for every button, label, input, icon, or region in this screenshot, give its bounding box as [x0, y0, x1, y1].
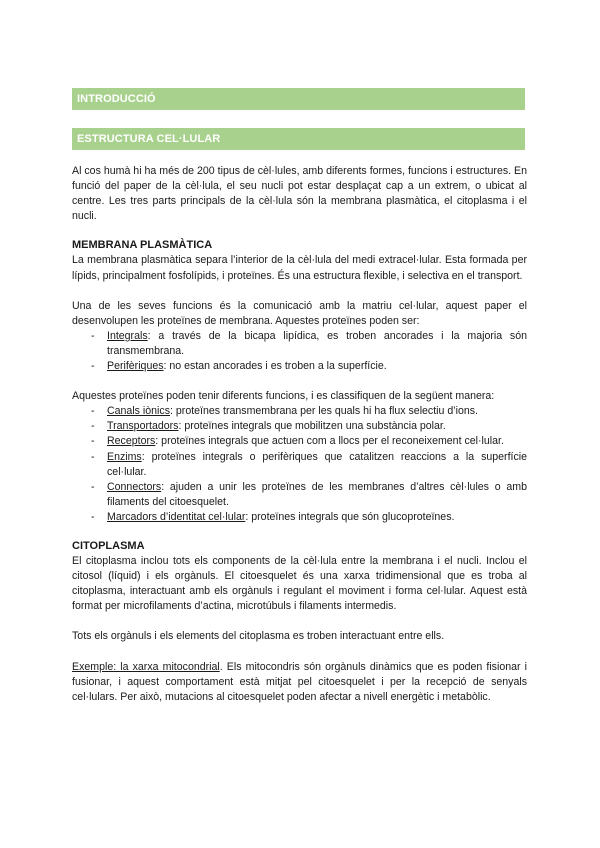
section-header-structure: ESTRUCTURA CEL·LULAR: [72, 128, 525, 150]
list-item: - Transportadors: proteïnes integrals que mobilitzen una substància polar.: [72, 419, 527, 434]
membrane-paragraph-3: Aquestes proteïnes poden tenir diferents funcions, i es classifiquen de la següent manera:: [72, 390, 495, 403]
protein-function-list: [72, 404, 527, 525]
section-header-intro: INTRODUCCIÓ: [72, 88, 525, 110]
cytoplasm-heading: CITOPLASMA: [72, 539, 145, 552]
membrane-heading: MEMBRANA PLASMÀTICA: [72, 239, 213, 252]
term: Perifèriques: [107, 360, 164, 373]
term: Canals iònics: [107, 405, 171, 418]
list-item: - Perifèriques: no estan ancorades i es troben a la superfície.: [72, 359, 527, 374]
term: Enzims: [107, 450, 142, 463]
cytoplasm-paragraph-2: Tots els orgànuls i els elements del citoplasma es troben interactuant entre ells.: [72, 630, 445, 643]
example-label: Exemple: la xarxa mitocondrial: [72, 660, 220, 673]
intro-paragraph: Al cos humà hi ha més de 200 tipus de cèl·lules, amb diferents formes, funcions i estructures. En funció del paper de la cèl·lula, el seu nucli pot estar desplaçat cap a un extrem, o ubicat al centre. Les tres parts principals de la cèl·lula són la membrana plasmàtica, el citoplasma i el nucli.: [72, 165, 527, 223]
term: Receptors: [107, 435, 156, 448]
cytoplasm-paragraph-1: El citoplasma inclou tots els components de la cèl·lula entre la membrana i el nucli. Inclou el citosol (líquid) i els orgànuls. El citoesquelet és una xarxa tridimensional que es troba al citoplasma, interactuant amb els orgànuls i regulant el moviment i forma cel·lular. Aquest està format per microfilaments d’actina, microtúbuls i filaments intermedis.: [72, 555, 527, 613]
cytoplasm-example-paragraph: Exemple: la xarxa mitocondrial. Els mitocondris són orgànuls dinàmics que es poden fisionar i fusionar, i aquest comportament està mitjat pel citoesquelet i per la recepció de senyals cel·lulars. Per això, mutacions al citoesquelet poden afectar a nivell energètic i metabòlic.: [72, 660, 527, 703]
membrane-paragraph-1: La membrana plasmàtica separa l’interior de la cèl·lula del medi extracel·lular. Esta formada per lípids, principalment fosfolípids, i proteïnes. És una estructura flexible, i selectiva en el transport.: [72, 254, 527, 282]
term: Integrals: [107, 329, 148, 342]
protein-type-list: [72, 329, 527, 374]
term: Connectors: [107, 480, 162, 493]
list-item: - Connectors: ajuden a unir les proteïnes de les membranes d’altres cèl·lules o amb filaments del citoesquelet.: [72, 480, 527, 510]
membrane-paragraph-2: Una de les seves funcions és la comunicació amb la matriu cel·lular, aquest paper el desenvolupen les proteïnes de membrana. Aquestes proteïnes poden ser:: [72, 299, 527, 327]
document-body: [72, 164, 527, 705]
list-item: - Enzims: proteïnes integrals o perifèriques que catalitzen reaccions a la superfície cel·lular.: [72, 450, 527, 480]
list-item: - Receptors: proteïnes integrals que actuen com a llocs per el reconeixement cel·lular.: [72, 434, 527, 449]
list-item: - Marcadors d’identitat cel·lular: proteïnes integrals que són glucoproteïnes.: [72, 510, 527, 525]
list-item: - Canals iònics: proteïnes transmembrana per les quals hi ha flux selectiu d’ions.: [72, 404, 527, 419]
list-item: - Integrals: a través de la bicapa lipídica, es troben ancorades i la majoria són transmembrana.: [72, 329, 527, 359]
term: Transportadors: [107, 420, 179, 433]
term: Marcadors d’identitat cel·lular: [107, 510, 246, 523]
